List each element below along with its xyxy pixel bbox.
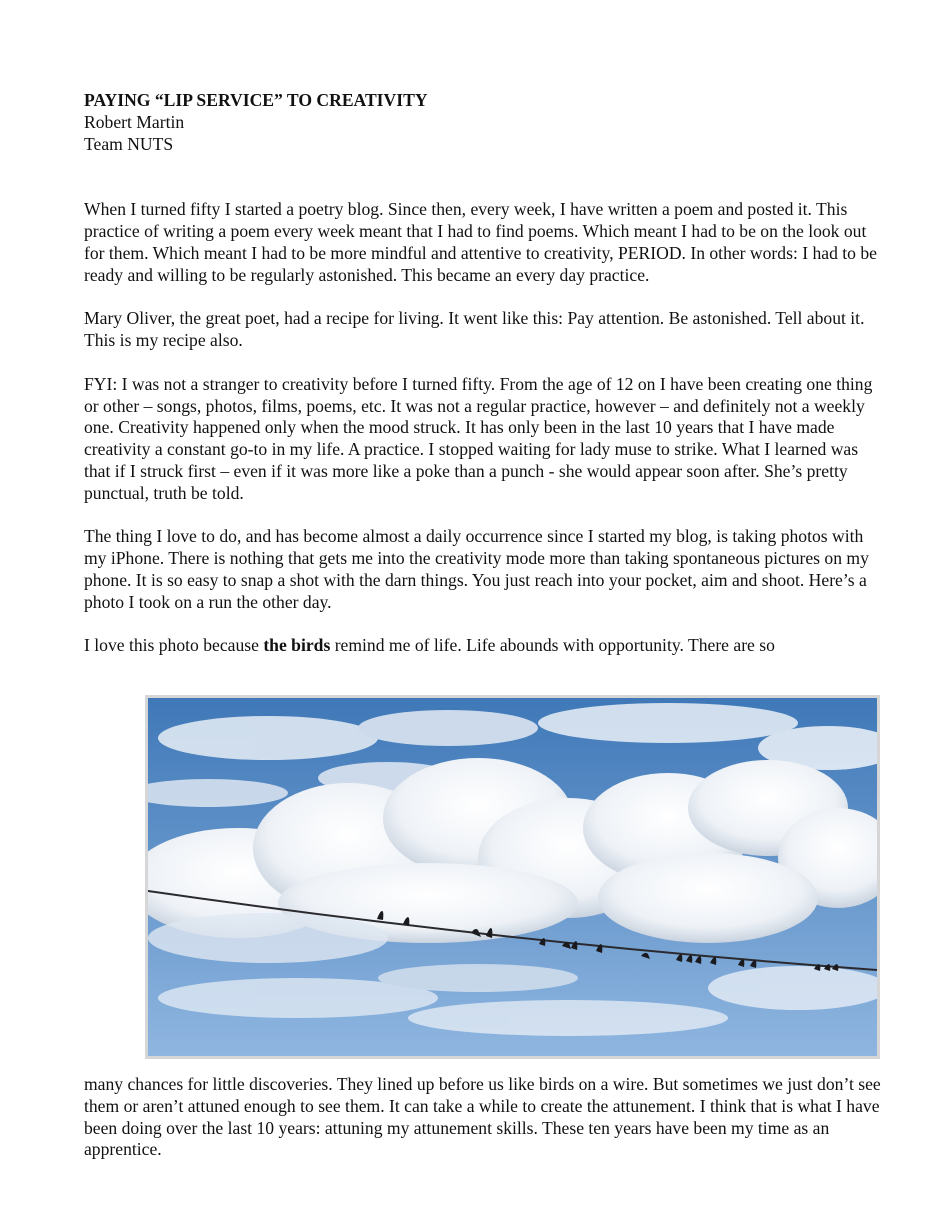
paragraph-fyi: FYI: I was not a stranger to creativity before I turned fifty. From the age of 12 on I have been creating one thing or other – songs, photos, films, poems, etc. It was not a regular practice, however – and definitely not a weekly one. Creativity happened only when the mood struck. It has only been in the last 10 years that I have made creativity a constant go-to in my life. A practice. I stopped waiting for lady muse to strike. What I learned was that if I struck first – even if it was more like a poke than a punch - she would appear soon after. She’s pretty punctual, truth be told. (84, 373, 873, 503)
paragraph-birds-intro (84, 635, 884, 657)
author-name: Robert Martin (84, 111, 185, 132)
paragraph-poetry-blog: When I turned fifty I started a poetry blog. Since then, every week, I have written a poem and posted it. This practice of writing a poem every week meant that I had to find poems. Which meant I had to be on the look out for them. Which meant I had to be more mindful and attentive to creativity, PERIOD. In other words: I had to be ready and willing to be regularly astonished. This became an every day practice. (84, 199, 877, 285)
photo-illustration (148, 698, 877, 1056)
team-name: Team NUTS (84, 133, 174, 154)
paragraph-discoveries (84, 1074, 884, 1161)
paragraph-iphone-photos: The thing I love to do, and has become almost a daily occurrence since I started my blog, is taking photos with my iPhone. There is nothing that gets me into the creativity mode more than taking spontaneous pictures on my phone. It is so easy to snap a shot with the darn things. You just reach into your pocket, aim and shoot. Here’s a photo I took on a run the other day. (84, 526, 869, 612)
paragraph-mary-oliver: Mary Oliver, the great poet, had a recipe for living. It went like this: Pay attention. Be astonished. Tell about it. This is my recipe also. (84, 308, 865, 351)
paragraph-final: many chances for little discoveries. They lined up before us like birds on a wire. But sometimes we just don’t see them or aren’t attuned enough to see them. It can take a while to create the attunement. I think that is what I have been doing over the last 10 years: attuning my attunement skills. These ten years have been my time as an apprentice. (84, 1074, 881, 1160)
document-header (84, 90, 884, 155)
document-body (84, 90, 884, 657)
birds-intro-bold: the birds (263, 635, 331, 656)
birds-intro-before: I love this photo because (84, 635, 264, 656)
document-title: PAYING “LIP SERVICE” TO CREATIVITY (84, 90, 428, 110)
birds-on-wire-photo (145, 695, 880, 1059)
birds-intro-after: remind me of life. Life abounds with opportunity. There are so (330, 635, 775, 656)
